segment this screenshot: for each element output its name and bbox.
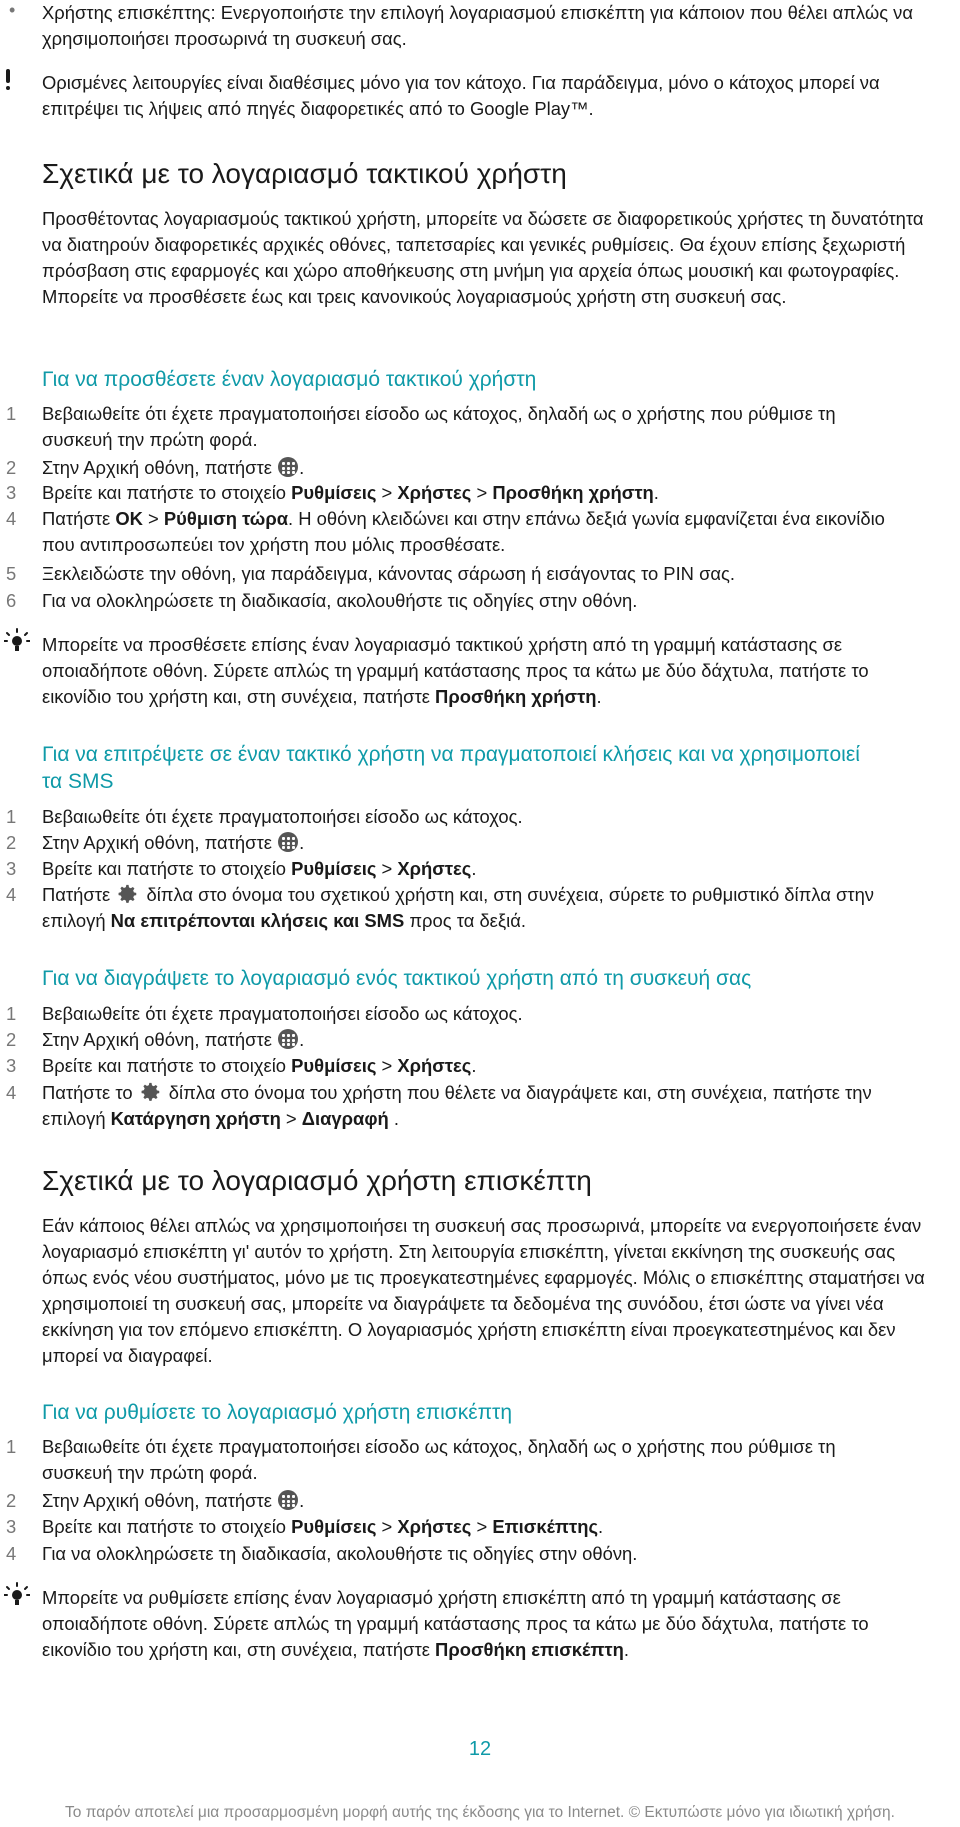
tip-add-user: Μπορείτε να προσθέσετε επίσης έναν λογαριασμό τακτικού χρήστη από τη γραμμή κατάστασης σε οποιαδήποτε οθόνη. Σύρετε απλώς τη γραμμή κατάστασης προς τα κάτω με δύο δάχτυλα, πατήστε το εικονίδιο του χρήστη και, στη συνέχεια, πατήστε Προσθήκη χρήστη. xyxy=(42,634,869,707)
section-body-guest-user: Εάν κάποιος θέλει απλώς να χρησιμοποιήσει τη συσκευή σας προσωρινά, μπορείτε να ενεργοποιήσετε έναν λογαριασμό επισκέπτη γι' αυτόν το χρήστη. Στη λειτουργία επισκέπτη, γίνεται εκκίνηση της συσκευής σας όπως ενός νέου συστήματος, μόνο με τις προεγκατεστημένες εφαρμογές. Μόλις ο επισκέπτης σταματήσει να χρησιμοποιεί τη συσκευή σας, μπορείτε να διαγράψετε τα δεδομένα της συνόδου, έτσι ώστε να γίνει νέα εκκίνηση για τον επόμενο επισκέπτη. Ο λογαριασμός χρήστη επισκέπτη είναι προεγκατεστημένος και δεν μπορεί να διαγραφεί. xyxy=(42,1215,925,1366)
procedure-title-delete-user: Για να διαγράψετε το λογαριασμό ενός τακτικού χρήστη από τη συσκευή σας xyxy=(42,967,752,990)
owner-note: Ορισμένες λειτουργίες είναι διαθέσιμες μόνο για τον κάτοχο. Για παράδειγμα, μόνο ο κάτοχος μπορεί να επιτρέψει τις λήψεις από πηγές διαφορετικές από το Google Play™. xyxy=(42,72,880,119)
manual-page: • Χρήστης επισκέπτης: Ενεργοποιήστε την επιλογή λογαριασμού επισκέπτη για κάποιον που θέλει απλώς να χρησιμοποιήσει προσωρινά τη συσκευή σας. Ορισμένες λειτουργίες είναι διαθέσιμες μόνο για τον κάτοχο. Για παράδειγμα, μόνο ο κάτοχος μπορεί να επιτρέψει τις λήψεις από πηγές διαφορετικές από το Google Play™. Σχετικά με το λογαριασμό τακτικού χρήστη Προσθέτοντας λογαριασμούς τακτικού χρήστη, μπορείτε να δώσετε σε διαφορετικούς χρήστες τη δυνατότητα να διατηρούν διαφορετικές αρχικές οθόνες, ταπετσαρίες και γενικές ρυθμίσεις. Θα έχουν επίσης ξεχωριστή πρόσβαση στις εφαρμογές και χώρο αποθήκευσης στη μνήμη για αρχεία όπως μουσική και φωτογραφίες. Μπορείτε να προσθέσετε έως και τρεις κανονικούς λογαριασμούς χρήστη στη συσκευή σας. Για να προσθέσετε έναν λογαριασμό τακτικού χρήστη 1 Βεβαιωθείτε ότι έχετε πραγματοποιήσει είσοδο ως κάτοχος, δηλαδή ως ο χρήστης που ρύθμισε τη συσκευή την πρώτη φορά. 2 Στην Αρχική οθόνη, πατήστε . 3 Βρείτε και πατήστε το στοιχείο Ρυθμίσεις > Χρήστες > Προσθήκη χρήστη. 4 Πατήστε OK > Ρύθμιση τώρα. Η οθόνη κλειδώνει και στην επάνω δεξιά γωνία εμφανίζεται ένα εικονίδιο που αντιπροσωπεύει τον χρήστη που μόλις προσθέσατε. 5 Ξεκλειδώστε την οθόνη, για παράδειγμα, κάνοντας σάρωση ή εισάγοντας το PIN σας. 6 Για να ολοκληρώσετε τη διαδικασία, ακολουθήστε τις οδηγίες στην οθόνη. Μπορείτε να προσθέσετε επίσης έναν λογαριασμό τακτικού χρήστη από τη γραμμή κατάστασης σε οποιαδήποτε οθόνη. Σύρετε απλώς τη γραμμή κατάστασης προς τα κάτω με δύο δάχτυλα, πατήστε το εικονίδιο του χρήστη και, στη συνέχεια, πατήστε Προσθήκη χρήστη. Για να επιτρέψετε σε έναν τακτικό χρήστη να πραγματοποιεί κλήσεις και να χρησιμοποιεί τα SMS 1 Βεβαιωθείτε ότι έχετε πραγματοποιήσει είσοδο ως κάτοχος. 2 Στην Αρχική οθόνη, πατήστε . 3 Βρείτε και πατήστε το στοιχείο Ρυθμίσεις > Χρήστες. 4 Πατήστε δίπλα στο όνομα του σχετικού χρήστη και, στη συνέχεια, σύρετε το ρυθμιστικό δίπλα στην επιλογή Να επιτρέπονται κλήσεις και SMS προς τα δεξιά. Για να διαγράψετε το λογαριασμό ενός τακτικού χρήστη από τη συσκευή σας 1 Βεβαιωθείτε ότι έχετε πραγματοποιήσει είσοδο ως κάτοχος. 2 Στην Αρχική οθόνη, πατήστε . 3 Βρείτε και πατήστε το στοιχείο Ρυθμίσεις > Χρήστες. 4 Πατήστε το δίπλα στο όνομα του χρήστη που θέλετε να διαγράψετε και, στη συνέχεια, πατήστε την επιλογή Κατάργηση χρήστη > Διαγραφή . Σχετικά με το λογαριασμό χρήστη επισκέπτη Εάν κάποιος θέλει απλώς να χρησιμοποιήσει τη συσκευή σας προσωρινά, μπορείτε να ενεργοποιήσετε έναν λογαριασμό επισκέπτη γι' αυτόν το χρήστη. Στη λειτουργία επισκέπτη, γίνεται εκκίνηση της συσκευής σας όπως ενός νέου συστήματος, μόνο με τις προεγκατεστημένες εφαρμογές. Μόλις ο επισκέπτης σταματήσει να χρησιμοποιεί τη συσκευή σας, μπορείτε να διαγράψετε τα δεδομένα της συνόδου, έτσι ώστε να γίνει νέα εκκίνηση για τον επόμενο επισκέπτη. Ο λογαριασμός χρήστη επισκέπτη είναι προεγκατεστημένος και δεν μπορεί να διαγραφεί. Για να ρυθμίσετε το λογαριασμό χρήστη επισκέπτη 1 Βεβαιωθείτε ότι έχετε πραγματοποιήσει είσοδο ως κάτοχος, δηλαδή ως ο χρήστης που ρύθμισε τη συσκευή την πρώτη φορά. 2 Στην Αρχική οθόνη, πατήστε . 3 Βρείτε και πατήστε το στοιχείο Ρυθμίσεις > Χρήστες > Επισκέπτης. 4 Για να ολοκληρώσετε τη διαδικασία, ακολουθήστε τις οδηγίες στην οθόνη. Μπορείτε να ρυθμίσετε επίσης έναν λογαριασμό χρήστη επισκέπτη από τη γραμμή κατάστασης σε οποιαδήποτε οθόνη. Σύρετε απλώς τη γραμμή κατάστασης προς τα κάτω με δύο δάχτυλα, πατήστε το εικονίδιο του χρήστη και, στη συνέχεια, πατήστε Προσθήκη επισκέπτη. 12 Το παρόν αποτελεί μια προσαρμοσμένη μορφή αυτής της έκδοσης για το Internet. © Εκτυπώστε μόνο για ιδιωτική χρήση. xyxy=(0,0,960,1827)
section-heading-regular-user: Σχετικά με το λογαριασμό τακτικού χρήστη xyxy=(42,158,567,189)
apps-icon xyxy=(278,457,298,477)
page-number: 12 xyxy=(468,1738,492,1760)
apps-icon xyxy=(278,1029,298,1049)
apps-icon xyxy=(278,1490,298,1510)
gear-icon xyxy=(140,1081,162,1103)
lightbulb-icon xyxy=(4,628,30,654)
gear-icon xyxy=(117,883,139,905)
procedure-title-add-user: Για να προσθέσετε έναν λογαριασμό τακτικού χρήστη xyxy=(42,368,537,391)
procedure-title-allow-calls-sms: Για να επιτρέψετε σε έναν τακτικό χρήστη να πραγματοποιεί κλήσεις και να χρησιμοποιεί τα SMS xyxy=(42,743,860,793)
procedure-title-setup-guest: Για να ρυθμίσετε το λογαριασμό χρήστη επισκέπτη xyxy=(42,1401,513,1424)
section-body-regular-user: Προσθέτοντας λογαριασμούς τακτικού χρήστη, μπορείτε να δώσετε σε διαφορετικούς χρήστες τη δυνατότητα να διατηρούν διαφορετικές αρχικές οθόνες, ταπετσαρίες και γενικές ρυθμίσεις. Θα έχουν επίσης ξεχωριστή πρόσβαση στις εφαρμογές και χώρο αποθήκευσης στη μνήμη για αρχεία όπως μουσική και φωτογραφίες. Μπορείτε να προσθέσετε έως και τρεις κανονικούς λογαριασμούς χρήστη στη συσκευή σας. xyxy=(42,208,924,307)
guest-user-bullet: Χρήστης επισκέπτης: Ενεργοποιήστε την επιλογή λογαριασμού επισκέπτη για κάποιον που θέλει απλώς να χρησιμοποιήσει προσωρινά τη συσκευή σας. xyxy=(42,2,914,49)
lightbulb-icon xyxy=(4,1582,30,1608)
footer-note: Το παρόν αποτελεί μια προσαρμοσμένη μορφή αυτής της έκδοσης για το Internet. © Εκτυπώστε μόνο για ιδιωτική χρήση. xyxy=(65,1804,895,1821)
bullet-icon: • xyxy=(9,0,16,20)
apps-icon xyxy=(278,832,298,852)
section-heading-guest-user: Σχετικά με το λογαριασμό χρήστη επισκέπτη xyxy=(42,1165,592,1196)
tip-add-guest: Μπορείτε να ρυθμίσετε επίσης έναν λογαριασμό χρήστη επισκέπτη από τη γραμμή κατάστασης σε οποιαδήποτε οθόνη. Σύρετε απλώς τη γραμμή κατάστασης προς τα κάτω με δύο δάχτυλα, πατήστε το εικονίδιο του χρήστη και, στη συνέχεια, πατήστε Προσθήκη επισκέπτη. xyxy=(42,1587,869,1660)
exclamation-icon xyxy=(6,69,10,83)
